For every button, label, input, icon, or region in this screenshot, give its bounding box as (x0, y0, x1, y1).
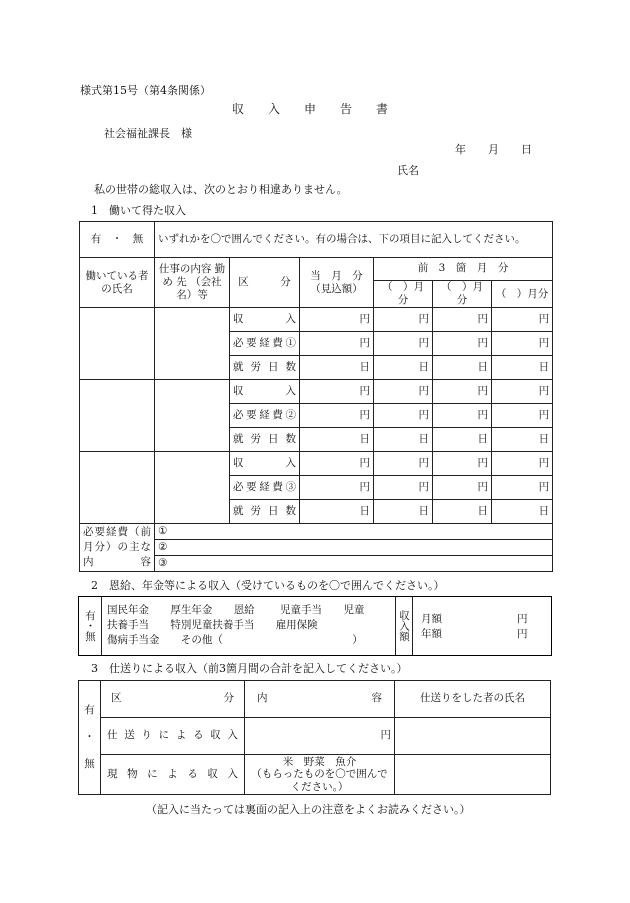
option-kousei-nenkin[interactable]: 厚生年金 (170, 604, 213, 616)
month-label-2[interactable]: （ ）月分 (433, 281, 492, 308)
worker-name-cell-3[interactable] (80, 452, 155, 524)
days-cell[interactable]: 日 (492, 500, 553, 524)
in-kind-note: （もらったものを〇で囲んでください。） (251, 768, 388, 793)
section3-heading: 3 仕送りによる収入（前3箇月間の合計を記入してください。） (91, 662, 408, 675)
days-cell[interactable]: 日 (433, 428, 492, 452)
amount-cell[interactable]: 円 (374, 308, 433, 332)
in-kind-items[interactable]: 米 野菜 魚介 (282, 756, 357, 769)
option-kokumin-nenkin[interactable]: 国民年金 (107, 604, 149, 616)
amount-cell[interactable]: 円 (492, 452, 553, 476)
pension-line-1 (107, 603, 364, 618)
yearly-label: 年額 (421, 628, 442, 640)
option-onkyu[interactable]: 恩給 (233, 604, 255, 616)
option-sonota-close: ） (352, 634, 363, 646)
worker-name-cell-2[interactable] (80, 380, 155, 452)
days-cell[interactable]: 日 (433, 356, 492, 380)
amount-cell[interactable]: 円 (433, 452, 492, 476)
amount-cell[interactable]: 円 (300, 476, 374, 500)
month-label-1[interactable]: （ ）月分 (374, 281, 433, 308)
amount-cell[interactable]: 円 (374, 452, 433, 476)
pension-line-2 (107, 618, 364, 633)
amount-cell[interactable]: 円 (433, 332, 492, 356)
dot-mark: ・ (84, 730, 95, 743)
days-cell[interactable]: 日 (374, 500, 433, 524)
yes-no-choice[interactable]: 有 ・ 無 (80, 222, 155, 258)
section1-table (79, 221, 553, 572)
row-label: 就 労 日 数 (230, 500, 300, 524)
days-cell[interactable]: 日 (374, 428, 433, 452)
amount-cell[interactable]: 円 (492, 332, 553, 356)
option-fuyo-teate[interactable]: 扶養手当 (107, 619, 149, 631)
amount-cell[interactable]: 円 (433, 380, 492, 404)
col-job-content: 仕事の内容 勤 め 先 （会社名）等 (155, 258, 230, 308)
col-worker-name: 働いている者の氏名 (80, 258, 155, 308)
days-cell[interactable]: 日 (374, 356, 433, 380)
option-sonota[interactable]: その他（ (180, 634, 223, 646)
days-cell[interactable]: 日 (300, 356, 374, 380)
amount-cell[interactable]: 円 (374, 476, 433, 500)
expense-item-1[interactable]: ① (155, 524, 553, 540)
no-mark[interactable]: 無 (84, 758, 95, 771)
row-label: 就 労 日 数 (230, 356, 300, 380)
amount-cell[interactable]: 円 (433, 476, 492, 500)
monthly-label: 月額 (421, 613, 442, 625)
amount-cell[interactable]: 円 (374, 380, 433, 404)
month-label-3[interactable]: （ ）月分 (492, 281, 553, 308)
in-kind-sender[interactable] (395, 755, 551, 795)
row-label: 必要経費② (230, 404, 300, 428)
document-title: 収 入 申 告 書 (232, 102, 389, 116)
monthly-yen[interactable]: 円 (517, 613, 528, 625)
section2-box (78, 596, 552, 656)
amount-cell[interactable]: 円 (300, 404, 374, 428)
amount-cell[interactable]: 円 (492, 476, 553, 500)
col-kubun: 区 分 (230, 258, 300, 308)
remittance-label: 仕 送 り に よ る 収 入 (101, 718, 245, 755)
section3-yes-no[interactable] (79, 681, 101, 795)
col-prev-months: 前 3 箇 月 分 (374, 258, 553, 281)
current-month-sub: （見込額） (310, 282, 363, 295)
option-jido-teate[interactable]: 児童手当 (280, 604, 323, 616)
remittance-amount[interactable]: 円 (245, 718, 395, 755)
in-kind-label: 現 物 に よ る 収 入 (101, 755, 245, 795)
row-label: 必要経費① (230, 332, 300, 356)
intro-text: 私の世帯の総収入は、次のとおり相違ありません。 (94, 183, 348, 196)
col-current-month (300, 258, 374, 308)
option-tokubetsu-jido[interactable]: 特別児童扶養手当 (170, 619, 255, 631)
yes-mark[interactable]: 有 (84, 703, 95, 716)
days-cell[interactable]: 日 (300, 500, 374, 524)
section2-yes-no[interactable]: 有・無 (79, 597, 102, 655)
job-cell-3[interactable] (155, 452, 230, 524)
amount-cell[interactable]: 円 (300, 380, 374, 404)
expense-item-2[interactable]: ② (155, 540, 553, 556)
current-month-label: 当 月 分 (310, 269, 363, 282)
amount-cell[interactable]: 円 (433, 308, 492, 332)
days-cell[interactable]: 日 (300, 428, 374, 452)
expense-label: 必要経費（前月分）の主な内容 (80, 524, 155, 572)
section1-instruction: いずれかを〇で囲んでください。有の場合は、下の項目に記入してください。 (155, 222, 553, 258)
row-label: 収 入 (230, 308, 300, 332)
addressee: 社会福祉課長 様 (104, 127, 192, 140)
row-label: 収 入 (230, 452, 300, 476)
yearly-yen[interactable]: 円 (517, 628, 528, 640)
amount-cell[interactable]: 円 (300, 332, 374, 356)
expense-item-3[interactable]: ③ (155, 556, 553, 572)
worker-name-cell-1[interactable] (80, 308, 155, 380)
days-cell[interactable]: 日 (492, 356, 553, 380)
amount-cell[interactable]: 円 (492, 308, 553, 332)
amount-cell[interactable]: 円 (433, 404, 492, 428)
col-content: 内 容 (245, 681, 395, 718)
amount-cell[interactable]: 円 (300, 452, 374, 476)
amount-cell[interactable]: 円 (374, 332, 433, 356)
section2-heading: 2 恩給、年金等による収入（受けているものを〇で囲んでください。） (91, 579, 445, 592)
section3-table (78, 680, 551, 795)
pension-options (107, 603, 364, 648)
income-amount-label: 収入額 (395, 597, 413, 655)
option-koyo-hoken[interactable]: 雇用保険 (275, 619, 318, 631)
job-cell-2[interactable] (155, 380, 230, 452)
col-kubun: 区 分 (101, 681, 245, 718)
days-cell[interactable]: 日 (492, 428, 553, 452)
col-sender: 仕送りをした者の氏名 (395, 681, 551, 718)
option-shobyo-teate[interactable]: 傷病手当金 (107, 634, 160, 646)
days-cell[interactable]: 日 (433, 500, 492, 524)
amount-cell[interactable]: 円 (492, 380, 553, 404)
amount-cell[interactable]: 円 (492, 404, 553, 428)
footer-note: （記入に当たっては裏面の記入上の注意をよくお読みください。） (146, 803, 471, 816)
date-line: 年 月 日 (455, 143, 532, 156)
name-label: 氏名 (397, 164, 419, 177)
option-jido[interactable]: 児童 (343, 604, 365, 616)
job-cell-1[interactable] (155, 308, 230, 380)
row-label: 就 労 日 数 (230, 428, 300, 452)
row-label: 必要経費③ (230, 476, 300, 500)
section1-heading: 1 働いて得た収入 (91, 204, 186, 217)
pension-line-3 (107, 633, 364, 648)
amount-cell[interactable]: 円 (374, 404, 433, 428)
amount-cell[interactable]: 円 (300, 308, 374, 332)
form-number: 様式第15号（第4条関係） (80, 84, 211, 97)
remittance-sender[interactable] (395, 718, 551, 755)
in-kind-content (245, 755, 395, 795)
row-label: 収 入 (230, 380, 300, 404)
